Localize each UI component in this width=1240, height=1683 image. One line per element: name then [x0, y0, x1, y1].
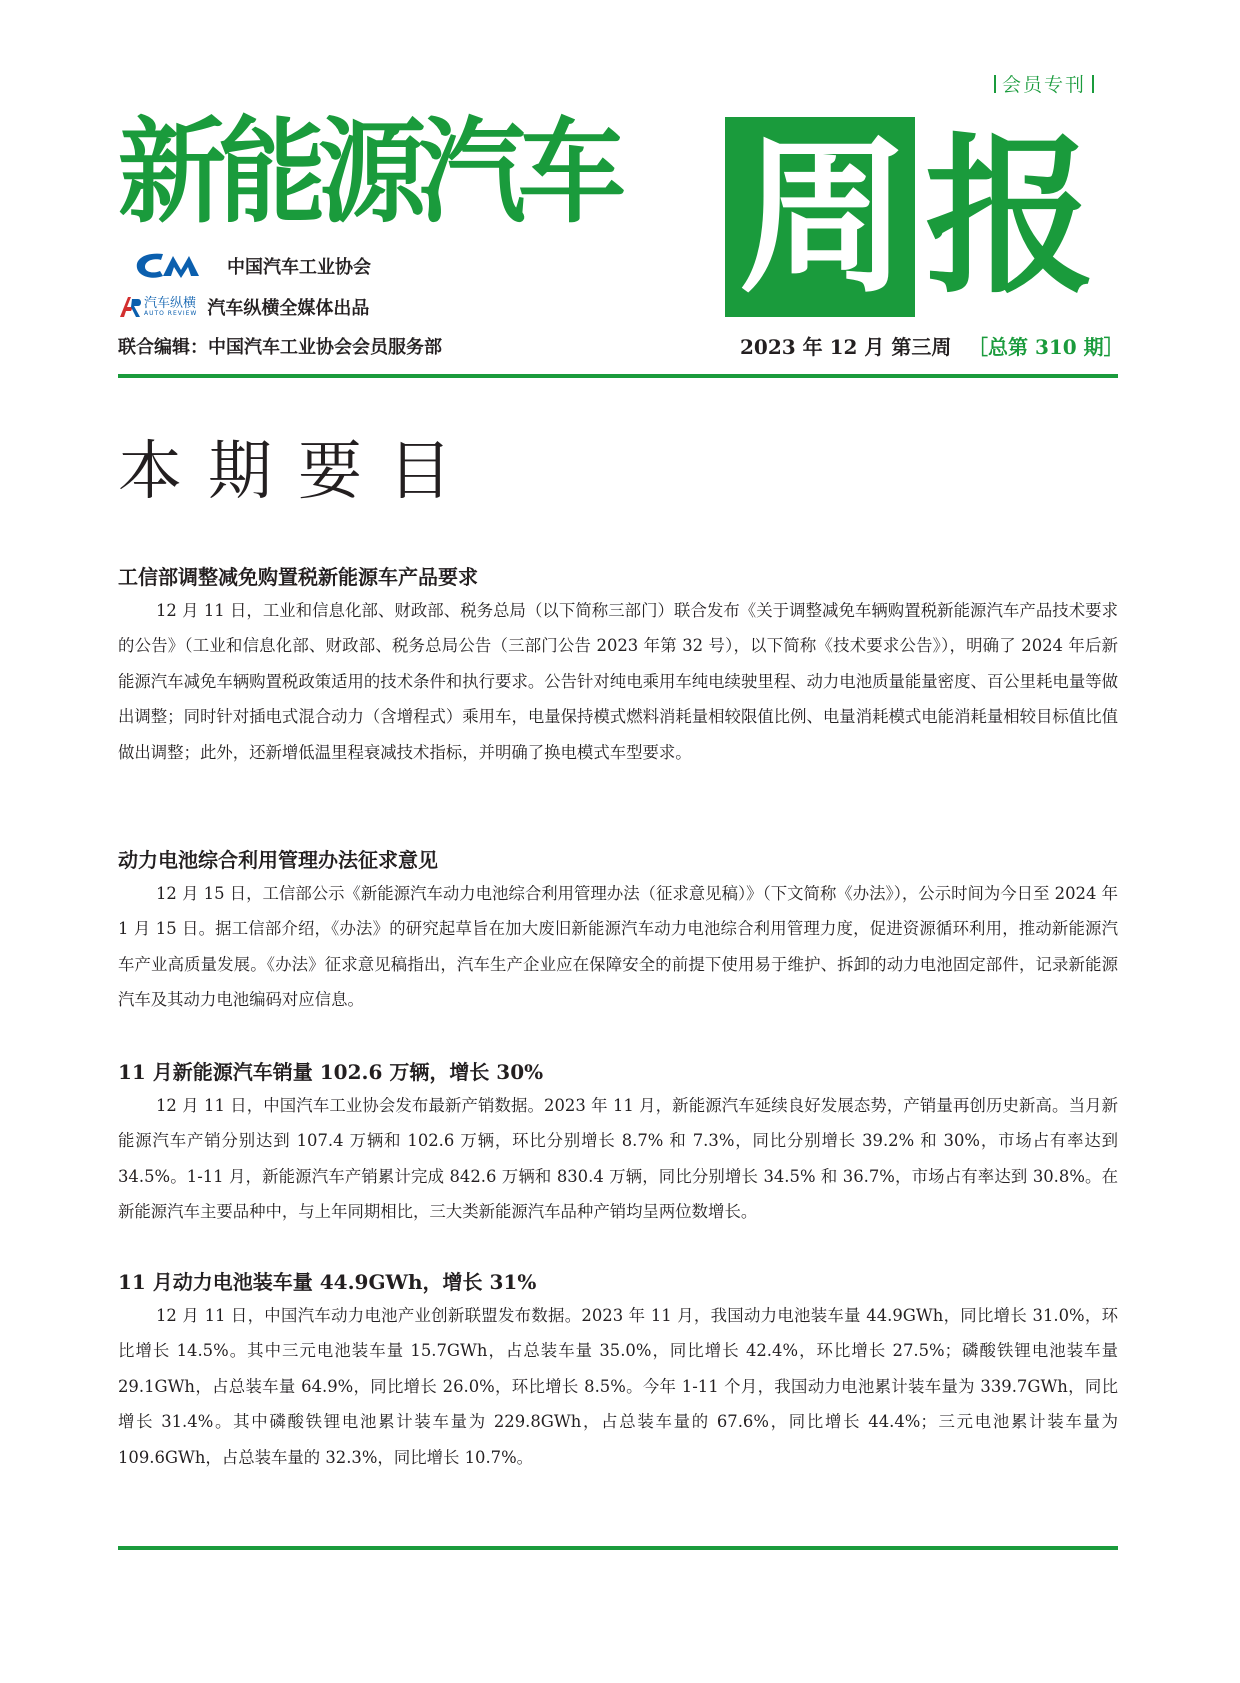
article-title: 11 月动力电池装车量 44.9GWh，增长 31% [118, 1270, 537, 1294]
article [118, 561, 1118, 770]
weekly-char-1: 周 [739, 119, 910, 317]
article-title: 工信部调整减免购置税新能源车产品要求 [118, 565, 478, 589]
article-body: 12 月 15 日，工信部公示《新能源汽车动力电池综合利用管理办法（征求意见稿）》（下文简称《办法》），公示时间为今日至 2024 年 1 月 15 日。据工信部介绍，《办法》的研究起草旨在加大废旧新能源汽车动力电池综合利用管理力度，促进资源循环利用，推动新能源汽车产业高质量发展。《办法》征求意见稿指出，汽车生产企业应在保障安全的前提下使用易于维护、拆卸的动力电池固定部件，记录新能源汽车及其动力电池编码对应信息。 [118, 884, 1118, 1010]
auto-review-logo-icon [118, 295, 142, 319]
article-body: 12 月 11 日，工业和信息化部、财政部、税务总局（以下简称三部门）联合发布《关于调整减免车辆购置税新能源汽车产品技术要求的公告》（工业和信息化部、财政部、税务总局公告（三部门公告 2023 年第 32 号），以下简称《技术要求公告》），明确了 2024 年后新能源汽车减免车辆购置税政策适用的技术条件和执行要求。公告针对纯电乘用车纯电续驶里程、动力电池质量能量密度、百公里耗电量等做出调整；同时针对插电式混合动力（含增程式）乘用车，电量保持模式燃料消耗量相较限值比例、电量消耗模式电能消耗量相较目标值比值做出调整；此外，还新增低温里程衰减技术指标，并明确了换电模式车型要求。 [118, 601, 1118, 762]
auto-review-logo [118, 295, 197, 319]
footer-divider [118, 1546, 1118, 1550]
caam-logo-icon [133, 250, 211, 282]
org-row-caam [133, 250, 371, 282]
header-divider [118, 374, 1118, 378]
section-title: 本期要目 [118, 435, 478, 509]
org-row-autoreview [118, 294, 369, 320]
article [118, 1056, 1118, 1230]
tagline-text: 会员专刊 [1002, 74, 1087, 96]
article-title: 11 月新能源汽车销量 102.6 万辆，增长 30% [118, 1060, 544, 1084]
masthead-title: 新能源汽车 [118, 107, 619, 240]
article-title: 动力电池综合利用管理办法征求意见 [118, 848, 438, 872]
issue-date: 2023 年 12 月 第三周 [740, 335, 952, 359]
total-issue-number: ［总第 310 期］ [968, 335, 1124, 359]
org2-name: 汽车纵横全媒体出品 [207, 298, 370, 319]
tagline-bar-left [994, 75, 996, 93]
auto-review-logo-en: AUTO REVIEW [144, 310, 198, 317]
weekly-char-2: 报 [925, 119, 1096, 317]
auto-review-logo-cn: 汽车纵横 [144, 296, 197, 311]
article [118, 1266, 1118, 1475]
article [118, 844, 1118, 1018]
article-body: 12 月 11 日，中国汽车工业协会发布最新产销数据。2023 年 11 月，新能源汽车延续良好发展态势，产销量再创历史新高。当月新能源汽车产销分别达到 107.4 万辆和 102.6 万辆，环比分别增长 8.7% 和 7.3%，同比分别增长 39.2% 和 30%，市场占有率达到 34.5%。1-11 月，新能源汽车产销累计完成 842.6 万辆和 830.4 万辆，同比分别增长 34.5% 和 36.7%，市场占有率达到 30.8%。在新能源汽车主要品种中，与上年同期相比，三大类新能源汽车品种产销均呈两位数增长。 [118, 1096, 1118, 1222]
tagline-bar-right [1092, 75, 1094, 93]
org1-name: 中国汽车工业协会 [227, 257, 371, 278]
joint-editor: 联合编辑：中国汽车工业协会会员服务部 [118, 337, 442, 358]
article-body: 12 月 11 日，中国汽车动力电池产业创新联盟发布数据。2023 年 11 月，我国动力电池装车量 44.9GWh，同比增长 31.0%，环比增长 14.5%。其中三元电池装车量 15.7GWh，占总装车量 35.0%，同比增长 42.4%，环比增长 27.5%；磷酸铁锂电池装车量 29.1GWh，占总装车量 64.9%，同比增长 26.0%，环比增长 8.5%。今年 1-11 个月，我国动力电池累计装车量为 339.7GWh，同比增长 31.4%。其中磷酸铁锂电池累计装车量为 229.8GWh，占总装车量的 67.6%，同比增长 44.4%；三元电池累计装车量为 109.6GWh，占总装车量的 32.3%，同比增长 10.7%。 [118, 1306, 1118, 1467]
tagline [988, 70, 1108, 97]
masthead-weekly [725, 117, 1115, 317]
